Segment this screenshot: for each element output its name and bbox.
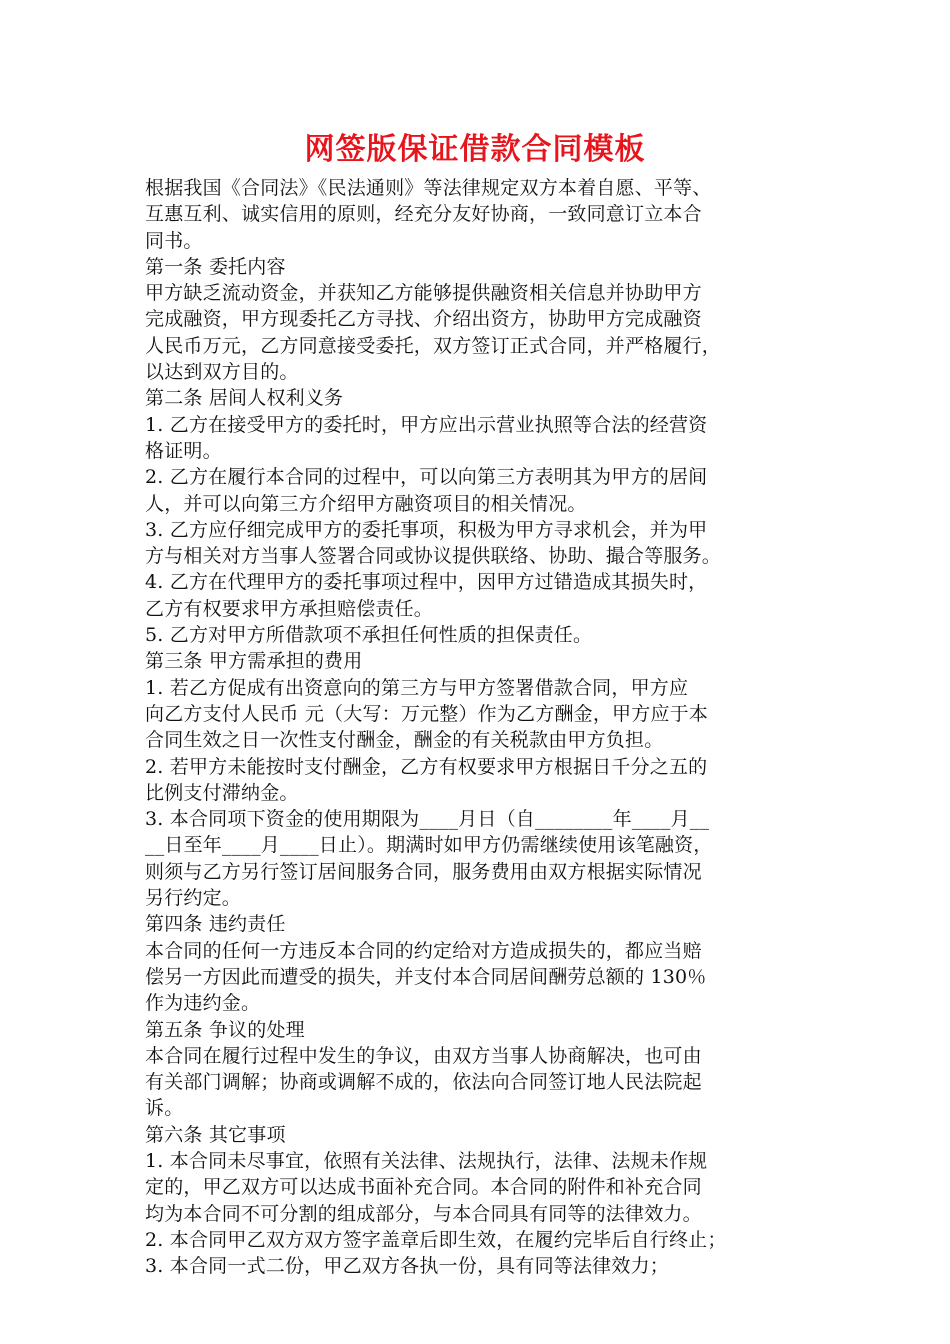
text-line: 诉。 xyxy=(145,1097,184,1120)
text-line: 均为本合同不可分割的组成部分，与本合同具有同等的法律效力。 xyxy=(145,1202,702,1225)
text-line: 以达到双方目的。 xyxy=(145,361,299,384)
text-line: 3. 本合同项下资金的使用期限为____月日（自________年____月__ xyxy=(145,808,710,831)
document-title: 网签版保证借款合同模板 xyxy=(304,132,646,167)
text-line: 方与相关对方当事人签署合同或协议提供联络、协助、撮合等服务。 xyxy=(145,545,722,568)
text-line: 本合同在履行过程中发生的争议，由双方当事人协商解决，也可由 xyxy=(145,1044,702,1067)
text-line: 则须与乙方另行签订居间服务合同，服务费用由双方根据实际情况 xyxy=(145,860,702,883)
text-line: 乙方有权要求甲方承担赔偿责任。 xyxy=(145,597,434,620)
text-line: 人民币万元，乙方同意接受委托，双方签订正式合同，并严格履行， xyxy=(145,334,722,357)
text-line: 有关部门调解；协商或调解不成的，依法向合同签订地人民法院起 xyxy=(145,1071,702,1094)
text-line: 合同生效之日一次性支付酬金，酬金的有关税款由甲方负担。 xyxy=(145,729,664,752)
text-line: 4. 乙方在代理甲方的委托事项过程中，因甲方过错造成其损失时， xyxy=(145,571,708,594)
document-body xyxy=(145,175,815,1279)
text-line: 本合同的任何一方违反本合同的约定给对方造成损失的，都应当赔 xyxy=(145,939,702,962)
text-line: 根据我国《合同法》《民法通则》等法律规定双方本着自愿、平等、 xyxy=(145,177,712,199)
text-line: 2. 本合同甲乙双方双方签字盖章后即生效，在履约完毕后自行终止； xyxy=(145,1228,727,1251)
text-line: 偿另一方因此而遭受的损失，并支付本合同居间酬劳总额的 130％ xyxy=(145,965,707,988)
section-heading: 第一条 委托内容 xyxy=(145,255,286,278)
text-line: 另行约定。 xyxy=(145,887,242,910)
text-line: __日至年____月____日止）。期满时如甲方仍需继续使用该笔融资， xyxy=(145,834,713,857)
text-line: 向乙方支付人民币 元（大写：万元整）作为乙方酬金，甲方应于本 xyxy=(145,702,709,725)
text-line: 人，并可以向第三方介绍甲方融资项目的相关情况。 xyxy=(145,492,587,515)
section-heading: 第二条 居间人权利义务 xyxy=(145,387,344,410)
text-line: 2. 若甲方未能按时支付酬金，乙方有权要求甲方根据日千分之五的 xyxy=(145,755,708,778)
text-line: 互惠互利、诚实信用的原则，经充分友好协商，一致同意订立本合 xyxy=(145,203,702,226)
section-heading: 第五条 争议的处理 xyxy=(145,1018,305,1041)
text-line: 3. 本合同一式二份，甲乙双方各执一份，具有同等法律效力； xyxy=(145,1255,669,1278)
text-line: 完成融资，甲方现委托乙方寻找、介绍出资方，协助甲方完成融资 xyxy=(145,308,702,331)
text-line: 2. 乙方在履行本合同的过程中，可以向第三方表明其为甲方的居间 xyxy=(145,466,708,489)
text-line: 甲方缺乏流动资金，并获知乙方能够提供融资相关信息并协助甲方 xyxy=(145,282,702,305)
text-line: 作为违约金。 xyxy=(145,992,261,1015)
text-line: 比例支付滞纳金。 xyxy=(145,781,299,804)
text-line: 格证明。 xyxy=(145,439,222,462)
text-line: 5. 乙方对甲方所借款项不承担任何性质的担保责任。 xyxy=(145,624,593,647)
section-heading: 第三条 甲方需承担的费用 xyxy=(145,650,363,673)
text-line: 同书。 xyxy=(145,229,203,252)
text-line: 1. 乙方在接受甲方的委托时，甲方应出示营业执照等合法的经营资 xyxy=(145,413,708,436)
section-heading: 第六条 其它事项 xyxy=(145,1123,286,1146)
text-line: 定的，甲乙双方可以达成书面补充合同。本合同的附件和补充合同 xyxy=(145,1176,702,1199)
text-line: 1. 本合同未尽事宜，依照有关法律、法规执行，法律、法规未作规 xyxy=(145,1149,708,1172)
section-heading: 第四条 违约责任 xyxy=(145,913,286,936)
text-line: 1. 若乙方促成有出资意向的第三方与甲方签署借款合同，甲方应 xyxy=(145,676,689,699)
text-line: 3. 乙方应仔细完成甲方的委托事项，积极为甲方寻求机会，并为甲 xyxy=(145,518,708,541)
